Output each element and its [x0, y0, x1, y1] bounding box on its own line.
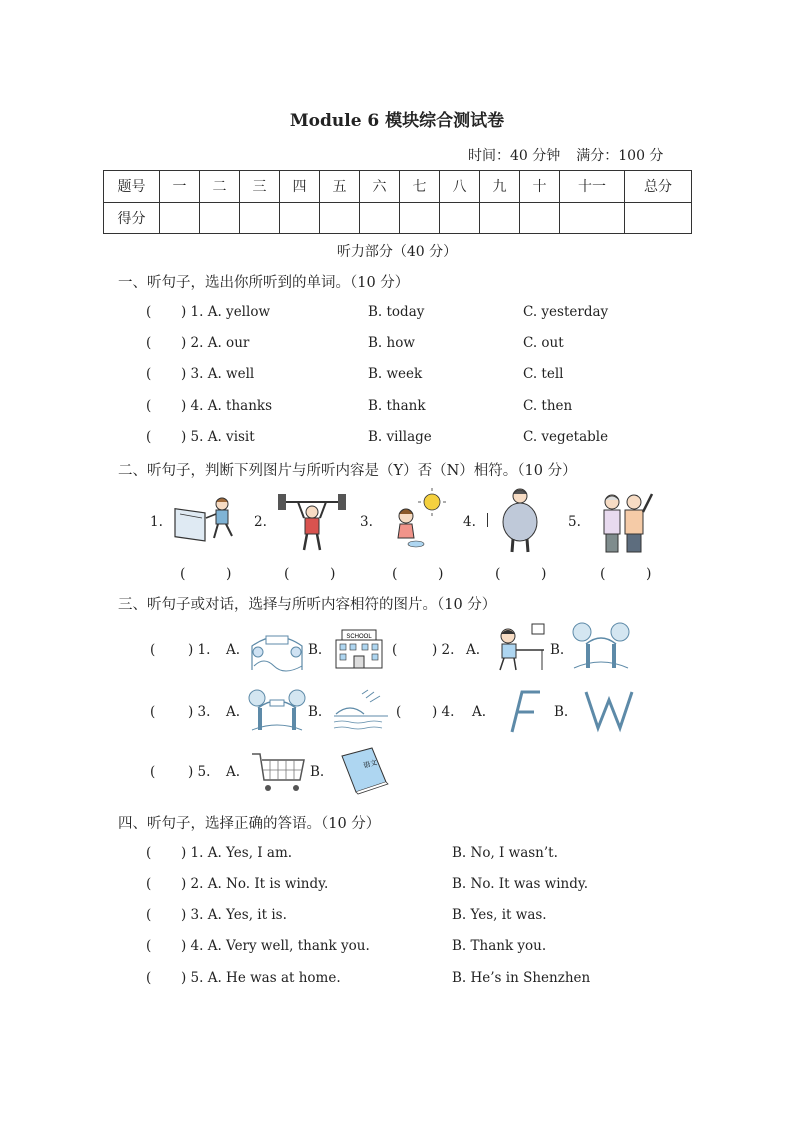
- girl-at-desk-picture: [492, 622, 548, 672]
- answer-paren-close: ): [330, 566, 336, 582]
- letter-w-shape-picture: [584, 688, 634, 734]
- school-building-picture: [332, 628, 386, 670]
- score-input-cell[interactable]: [625, 202, 692, 234]
- question-4-option-a: ) 4. A. Very well, thank you.: [181, 938, 370, 954]
- answer-paren[interactable]: (: [146, 876, 152, 892]
- score-cell: 题号: [104, 171, 160, 203]
- answer-paren[interactable]: (: [392, 566, 398, 582]
- page-title: Module 6 模块综合测试卷: [289, 111, 505, 131]
- question-2-option-b: B. No. It was windy.: [452, 876, 588, 892]
- score-cell: 八: [440, 171, 480, 203]
- answer-paren-close: ): [226, 566, 232, 582]
- question-5-option-a: ) 5. A. visit: [181, 429, 255, 445]
- time-limit: 时间：40 分钟: [468, 148, 561, 164]
- score-cell: 三: [240, 171, 280, 203]
- question-1-option-b: B. today: [368, 304, 425, 320]
- answer-paren[interactable]: (: [180, 566, 186, 582]
- section-1-title: 一、听句子，选出你所听到的单词。（10 分）: [118, 275, 410, 291]
- score-cell: 十一: [560, 171, 625, 203]
- section-3-title: 三、听句子或对话，选择与所听内容相符的图片。（10 分）: [118, 597, 497, 613]
- score-input-cell[interactable]: [240, 202, 280, 234]
- answer-paren[interactable]: (: [150, 704, 156, 720]
- score-input-cell[interactable]: [360, 202, 400, 234]
- weightlifter-picture: [276, 488, 348, 552]
- letter-f-shape-picture: [502, 688, 544, 734]
- picture-label: 2.: [254, 514, 267, 530]
- question-1-option-b: B. No, I wasn’t.: [452, 845, 558, 861]
- large-woman-picture: [496, 486, 544, 554]
- score-input-cell[interactable]: [400, 202, 440, 234]
- girl-sun-picture: [384, 486, 448, 552]
- option-b-label: B.: [308, 704, 323, 720]
- full-score: 满分：100 分: [576, 148, 664, 164]
- picture-label: 4.: [463, 514, 476, 530]
- picture-label: 1.: [150, 514, 163, 530]
- elderly-couple-picture: [594, 488, 658, 554]
- option-b-label: B.: [308, 642, 323, 658]
- lake-bridge-picture: [332, 688, 390, 734]
- question-4-option-a: ) 4. A. thanks: [181, 398, 273, 414]
- question-number: ) 2.: [432, 642, 455, 658]
- answer-paren-close: ): [438, 566, 444, 582]
- answer-paren[interactable]: (: [146, 938, 152, 954]
- section-2-title: 二、听句子，判断下列图片与所听内容是（Y）否（N）相符。（10 分）: [118, 463, 577, 479]
- answer-paren[interactable]: (: [146, 429, 152, 445]
- school-sign-text: SCHOOL: [346, 634, 372, 640]
- answer-paren[interactable]: (: [146, 845, 152, 861]
- score-input-cell[interactable]: [520, 202, 560, 234]
- score-input-cell[interactable]: [560, 202, 625, 234]
- answer-paren[interactable]: (: [146, 398, 152, 414]
- option-a-label: A.: [472, 704, 487, 720]
- question-2-option-b: B. how: [368, 335, 415, 351]
- answer-paren[interactable]: (: [146, 304, 152, 320]
- score-cell: 得分: [104, 202, 160, 234]
- picture-label: 5.: [568, 514, 581, 530]
- question-3-option-b: B. Yes, it was.: [452, 907, 547, 923]
- boy-window-picture: [170, 492, 240, 548]
- question-4-option-b: B. thank: [368, 398, 426, 414]
- question-1-option-a: ) 1. A. yellow: [181, 304, 270, 320]
- score-table-header-row: [104, 171, 692, 203]
- score-cell: 六: [360, 171, 400, 203]
- answer-paren[interactable]: (: [396, 704, 402, 720]
- answer-paren[interactable]: (: [284, 566, 290, 582]
- answer-paren[interactable]: (: [146, 335, 152, 351]
- score-cell: 一: [160, 171, 200, 203]
- question-3-option-b: B. week: [368, 366, 423, 382]
- score-cell: 九: [480, 171, 520, 203]
- answer-paren[interactable]: (: [146, 970, 152, 986]
- score-input-cell[interactable]: [480, 202, 520, 234]
- question-4-option-b: B. Thank you.: [452, 938, 547, 954]
- question-3-option-a: ) 3. A. Yes, it is.: [181, 907, 287, 923]
- listening-header: 听力部分（40 分）: [336, 244, 458, 260]
- option-a-label: A.: [226, 764, 241, 780]
- zoo-gate-picture: [248, 686, 306, 734]
- book-title-text: 语文: [362, 758, 379, 770]
- question-5-option-b: B. He’s in Shenzhen: [452, 970, 591, 986]
- question-number: ) 1.: [188, 642, 211, 658]
- score-input-cell[interactable]: [320, 202, 360, 234]
- question-number: ) 4.: [432, 704, 455, 720]
- answer-paren[interactable]: (: [600, 566, 606, 582]
- question-2-option-a: ) 2. A. our: [181, 335, 250, 351]
- score-cell: 七: [400, 171, 440, 203]
- score-input-cell[interactable]: [440, 202, 480, 234]
- option-a-label: A.: [226, 642, 241, 658]
- answer-paren[interactable]: (: [150, 642, 156, 658]
- question-5-option-c: C. vegetable: [523, 429, 609, 445]
- score-cell: 十: [520, 171, 560, 203]
- answer-paren-close: ): [646, 566, 652, 582]
- answer-paren[interactable]: (: [150, 764, 156, 780]
- score-cell: 五: [320, 171, 360, 203]
- score-cell: 四: [280, 171, 320, 203]
- question-number: ) 3.: [188, 704, 211, 720]
- option-b-label: B.: [554, 704, 569, 720]
- question-5-option-a: ) 5. A. He was at home.: [181, 970, 341, 986]
- option-a-label: A.: [466, 642, 481, 658]
- score-cell: 二: [200, 171, 240, 203]
- question-3-option-c: C. tell: [523, 366, 564, 382]
- question-1-option-c: C. yesterday: [523, 304, 609, 320]
- question-1-option-a: ) 1. A. Yes, I am.: [181, 845, 293, 861]
- option-a-label: A.: [226, 704, 241, 720]
- answer-paren[interactable]: (: [495, 566, 501, 582]
- question-3-option-a: ) 3. A. well: [181, 366, 255, 382]
- answer-paren[interactable]: (: [146, 907, 152, 923]
- answer-paren[interactable]: (: [392, 642, 398, 658]
- question-2-option-c: C. out: [523, 335, 564, 351]
- question-2-option-a: ) 2. A. No. It is windy.: [181, 876, 329, 892]
- picture-label: 3.: [360, 514, 373, 530]
- shopping-cart-picture: [250, 748, 308, 794]
- answer-paren-close: ): [541, 566, 547, 582]
- score-cell: 总分: [625, 171, 692, 203]
- divider-mark: [487, 513, 488, 527]
- option-b-label: B.: [310, 764, 325, 780]
- score-table: [103, 170, 692, 234]
- score-input-cell[interactable]: [160, 202, 200, 234]
- score-input-cell[interactable]: [200, 202, 240, 234]
- park-gate-picture: [248, 626, 306, 672]
- score-input-cell[interactable]: [280, 202, 320, 234]
- exam-meta: [468, 145, 663, 165]
- park-trees-picture: [572, 620, 630, 672]
- chinese-book-picture: [338, 746, 390, 796]
- section-4-title: 四、听句子，选择正确的答语。（10 分）: [118, 816, 381, 832]
- question-number: ) 5.: [188, 764, 211, 780]
- option-b-label: B.: [550, 642, 565, 658]
- question-5-option-b: B. village: [368, 429, 432, 445]
- question-4-option-c: C. then: [523, 398, 573, 414]
- score-table-score-row: [104, 202, 692, 234]
- answer-paren[interactable]: (: [146, 366, 152, 382]
